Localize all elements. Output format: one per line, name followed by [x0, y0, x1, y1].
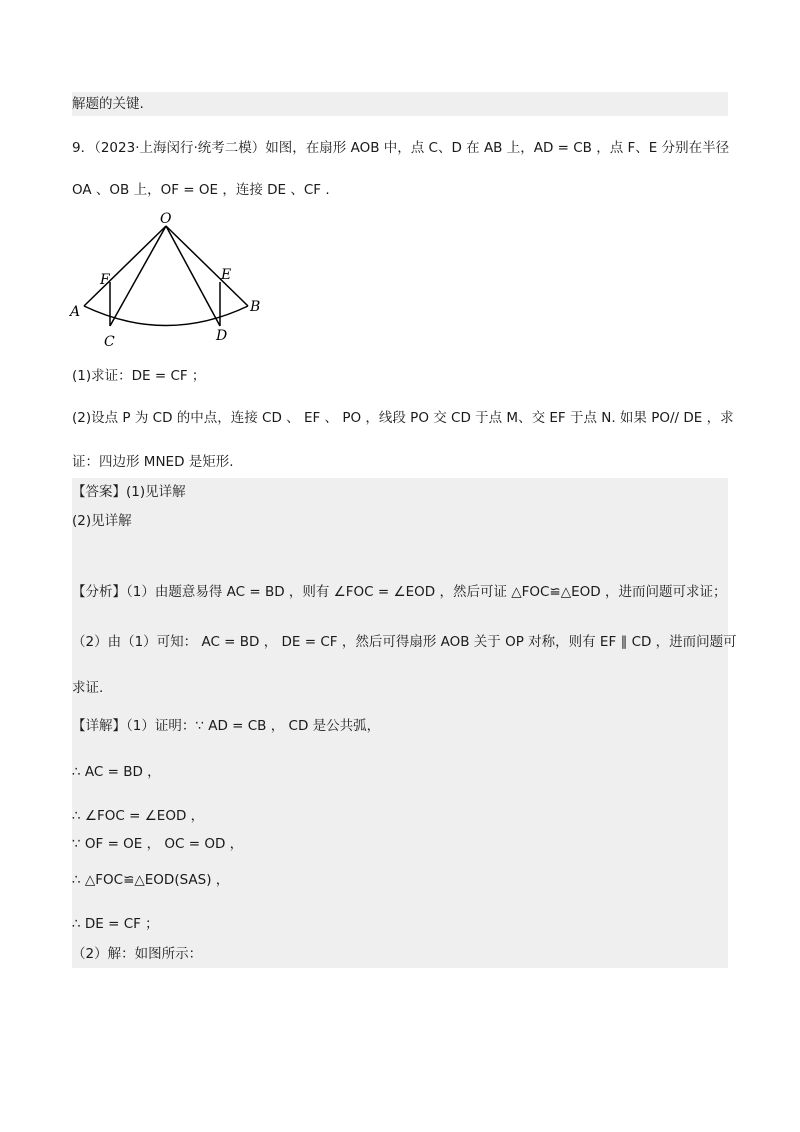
- problem-statement-line-2: OA 、OB 上，OF = OE ，连接 DE 、CF .: [72, 182, 330, 198]
- detail-line-6: ∴ DE = CF ；: [72, 916, 159, 932]
- label-o: O: [160, 211, 172, 227]
- detail-line-1: 【详解】（1）证明：∵ AD = CB ， CD 是公共弧，: [72, 718, 381, 734]
- analysis-line-1: 【分析】（1）由题意易得 AC = BD ，则有 ∠FOC = ∠EOD ，然后可证 △FOC≌△EOD ，进而问题可求证；: [72, 584, 727, 600]
- detail-line-7: （2）解：如图所示：: [72, 946, 203, 962]
- question-2-line-1: (2)设点 P 为 CD 的中点，连接 CD 、 EF 、 PO ，线段 PO 交 CD 于点 M、交 EF 于点 N. 如果 PO// DE ，求: [72, 410, 734, 426]
- label-d: D: [216, 328, 228, 344]
- answer-line-2: (2)见详解: [72, 513, 132, 529]
- question-2-line-2: 证：四边形 MNED 是矩形.: [72, 454, 234, 470]
- question-1: (1)求证：DE = CF ；: [72, 368, 206, 384]
- radius-oa: [84, 226, 166, 306]
- detail-line-2: ∴ AC = BD ，: [72, 764, 161, 780]
- label-c: C: [104, 334, 115, 350]
- label-a: A: [70, 304, 81, 320]
- label-e: E: [221, 267, 232, 283]
- previous-solution-shade: [72, 92, 728, 116]
- analysis-line-2: （2）由（1）可知： AC = BD ， DE = CF ，然后可得扇形 AOB 关于 OP 对称，则有 EF ∥ CD ，进而问题可: [72, 634, 737, 650]
- radius-ob: [166, 226, 248, 306]
- problem-statement-line-1: 9．（2023·上海闵行·统考二模）如图，在扇形 AOB 中，点 C、D 在 AB 上，AD = CB ，点 F、E 分别在半径: [72, 140, 730, 156]
- segment-oc: [110, 226, 166, 326]
- detail-line-3: ∴ ∠FOC = ∠EOD ，: [72, 808, 205, 824]
- detail-line-4: ∵ OF = OE ， OC = OD ，: [72, 836, 244, 852]
- label-b: B: [250, 299, 261, 315]
- arc-ab: [84, 306, 248, 326]
- detail-line-5: ∴ △FOC≌△EOD(SAS) ，: [72, 872, 230, 888]
- answer-line-1: 【答案】(1)见详解: [72, 484, 186, 500]
- sector-figure: [66, 210, 276, 350]
- label-f: F: [100, 272, 110, 288]
- previous-solution-tail: 解题的关键.: [72, 96, 144, 112]
- analysis-line-3: 求证.: [72, 680, 104, 696]
- segment-od: [166, 226, 220, 326]
